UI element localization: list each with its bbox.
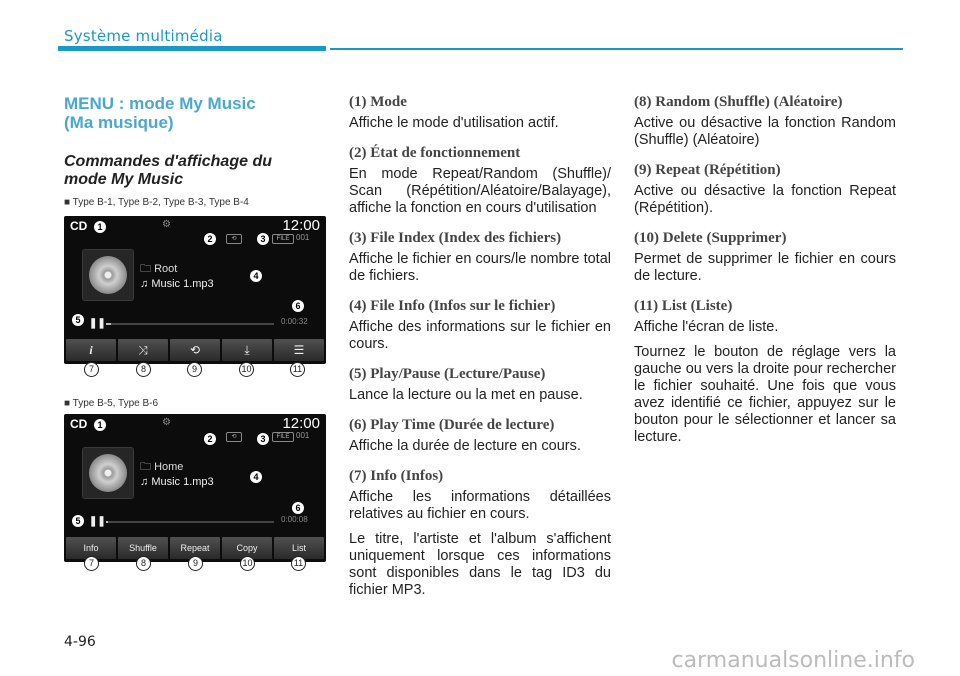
item-text: Affiche les informations détaillées relatives au fichier en cours. — [349, 489, 611, 522]
folder-row — [140, 458, 183, 477]
album-art-disc-icon — [82, 249, 134, 301]
callout-9: 9 — [188, 556, 203, 571]
callout-8: 8 — [136, 556, 151, 571]
pause-icon[interactable]: ❚❚ — [89, 318, 106, 329]
repeat-status-chip: ⟲ — [226, 432, 242, 442]
header-rule-thick — [58, 46, 326, 51]
callout-4: 4 — [250, 471, 262, 483]
clock: 12:00 — [282, 415, 320, 432]
play-time: 0:00:32 — [281, 317, 308, 326]
list-icon: ☰ — [293, 343, 305, 357]
figure2-screen — [64, 414, 326, 562]
callout-5: 5 — [72, 515, 84, 527]
figure1-screen — [64, 216, 326, 364]
figure1-button-row — [66, 339, 324, 361]
info-icon: i — [89, 342, 93, 357]
figure2-label: ■ Type B-5, Type B-6 — [64, 398, 159, 409]
item-text: En mode Repeat/Random (Shuffle)/ Scan (Répétition/Aléatoire/Balayage), affiche la fonction en cours d'utilisation — [349, 166, 611, 216]
callout-6: 6 — [292, 300, 304, 312]
item-text: Le titre, l'artiste et l'album s'affichent uniquement lorsque ces informations sont disponibles dans le tag ID3 du fichier MP3. — [349, 531, 611, 598]
track-name: Music 1.mp3 — [151, 476, 214, 488]
file-count: 001 — [296, 233, 310, 242]
item-text: Active ou désactive la fonction Random (Shuffle) (Aléatoire) — [634, 115, 896, 148]
file-chip: FILE — [272, 432, 294, 442]
callout-3: 3 — [257, 233, 269, 245]
info-button[interactable] — [66, 339, 116, 361]
callout-2: 2 — [204, 433, 216, 445]
callout-10: 10 — [239, 362, 254, 377]
callout-10: 10 — [240, 556, 255, 571]
gear-icon: ⚙ — [162, 417, 171, 428]
shuffle-button[interactable] — [118, 339, 168, 361]
section-header: Système multimédia — [64, 27, 223, 45]
item-text: Affiche la durée de lecture en cours. — [349, 438, 581, 454]
callout-9: 9 — [187, 362, 202, 377]
callout-8: 8 — [136, 362, 151, 377]
album-art-disc-icon — [82, 447, 134, 499]
list-button[interactable]: List — [274, 537, 324, 559]
list-button[interactable] — [274, 339, 324, 361]
header-rule-thin — [330, 48, 903, 50]
item-heading: (7) Info (Infos) — [349, 468, 444, 484]
shuffle-button[interactable]: Shuffle — [118, 537, 168, 559]
callout-5: 5 — [72, 314, 84, 326]
folder-name: Root — [154, 263, 178, 275]
subsection-title — [64, 153, 324, 189]
item-heading: (5) Play/Pause (Lecture/Pause) — [349, 366, 546, 382]
repeat-status-chip: ⟲ — [226, 234, 242, 244]
item-heading: (9) Repeat (Répétition) — [634, 162, 781, 178]
section-title-line2: (Ma musique) — [64, 113, 174, 132]
track-row — [140, 278, 214, 290]
progress-fill — [106, 521, 108, 523]
item-text: Affiche l'écran de liste. — [634, 319, 779, 335]
subsection-title-line2: mode My Music — [64, 171, 184, 188]
repeat-button[interactable] — [170, 339, 220, 361]
folder-row — [140, 260, 177, 279]
item-text: Tournez le bouton de réglage vers la gauche ou vers la droite pour rechercher le fichier souhaité. Une fois que vous avez identifié ce fichier, appuyez sur le bouton pour le sélectionner et lancer sa lecture. — [634, 344, 896, 445]
gear-icon: ⚙ — [162, 219, 171, 230]
callout-11: 11 — [290, 362, 305, 377]
item-heading: (10) Delete (Supprimer) — [634, 230, 787, 246]
callout-3: 3 — [257, 433, 269, 445]
callout-6: 6 — [292, 502, 304, 514]
file-count: 001 — [296, 431, 310, 440]
mode-label: CD — [70, 417, 88, 431]
file-chip: FILE — [272, 234, 294, 244]
item-heading: (11) List (Liste) — [634, 298, 733, 314]
callout-2: 2 — [204, 233, 216, 245]
section-title-line1: MENU : mode My Music — [64, 94, 256, 113]
callout-7: 7 — [84, 556, 99, 571]
item-text: Lance la lecture ou la met en pause. — [349, 387, 583, 403]
clock: 12:00 — [282, 217, 320, 234]
watermark: carmanualsonline.info — [671, 648, 915, 673]
section-title — [64, 94, 324, 132]
info-button[interactable]: Info — [66, 537, 116, 559]
item-heading: (6) Play Time (Durée de lecture) — [349, 417, 555, 433]
callout-1: 1 — [94, 419, 106, 431]
folder-icon: 🗀 — [140, 461, 155, 473]
right-column — [634, 94, 896, 459]
callout-11: 11 — [291, 556, 306, 571]
mode-label: CD — [70, 219, 88, 233]
item-text: Affiche des informations sur le fichier en cours. — [349, 319, 611, 352]
track-name: Music 1.mp3 — [151, 278, 214, 290]
item-heading: (8) Random (Shuffle) (Aléatoire) — [634, 94, 843, 110]
pause-icon[interactable]: ❚❚ — [89, 516, 106, 527]
callout-7: 7 — [84, 362, 99, 377]
music-note-icon: ♫ — [140, 476, 152, 488]
play-time: 0:00:08 — [281, 515, 308, 524]
download-button[interactable] — [222, 339, 272, 361]
copy-button[interactable]: Copy — [222, 537, 272, 559]
callout-1: 1 — [94, 221, 106, 233]
item-text: Affiche le mode d'utilisation actif. — [349, 115, 559, 131]
music-note-icon: ♫ — [140, 278, 152, 290]
item-text: Permet de supprimer le fichier en cours de lecture. — [634, 251, 896, 284]
subsection-title-line1: Commandes d'affichage du — [64, 153, 272, 170]
progress-fill — [106, 323, 111, 325]
figure1-label: ■ Type B-1, Type B-2, Type B-3, Type B-4 — [64, 197, 249, 208]
repeat-button[interactable]: Repeat — [170, 537, 220, 559]
item-heading: (4) File Info (Infos sur le fichier) — [349, 298, 556, 314]
item-text: Active ou désactive la fonction Repeat (Répétition). — [634, 183, 896, 216]
folder-name: Home — [154, 461, 184, 473]
page-number: 4-96 — [64, 634, 96, 650]
item-heading: (3) File Index (Index des fichiers) — [349, 230, 562, 246]
progress-bar[interactable] — [106, 521, 274, 523]
shuffle-icon: ⤨ — [138, 342, 148, 357]
progress-bar[interactable] — [106, 323, 274, 325]
callout-4: 4 — [250, 270, 262, 282]
item-heading: (1) Mode — [349, 94, 407, 110]
item-text: Affiche le fichier en cours/le nombre total de fichiers. — [349, 251, 611, 284]
download-icon: ⤓ — [244, 342, 250, 357]
folder-icon: 🗀 — [140, 263, 155, 275]
track-row — [140, 476, 214, 488]
repeat-icon: ⟲ — [189, 343, 201, 357]
item-heading: (2) État de fonctionnement — [349, 145, 521, 161]
middle-column — [349, 94, 611, 612]
